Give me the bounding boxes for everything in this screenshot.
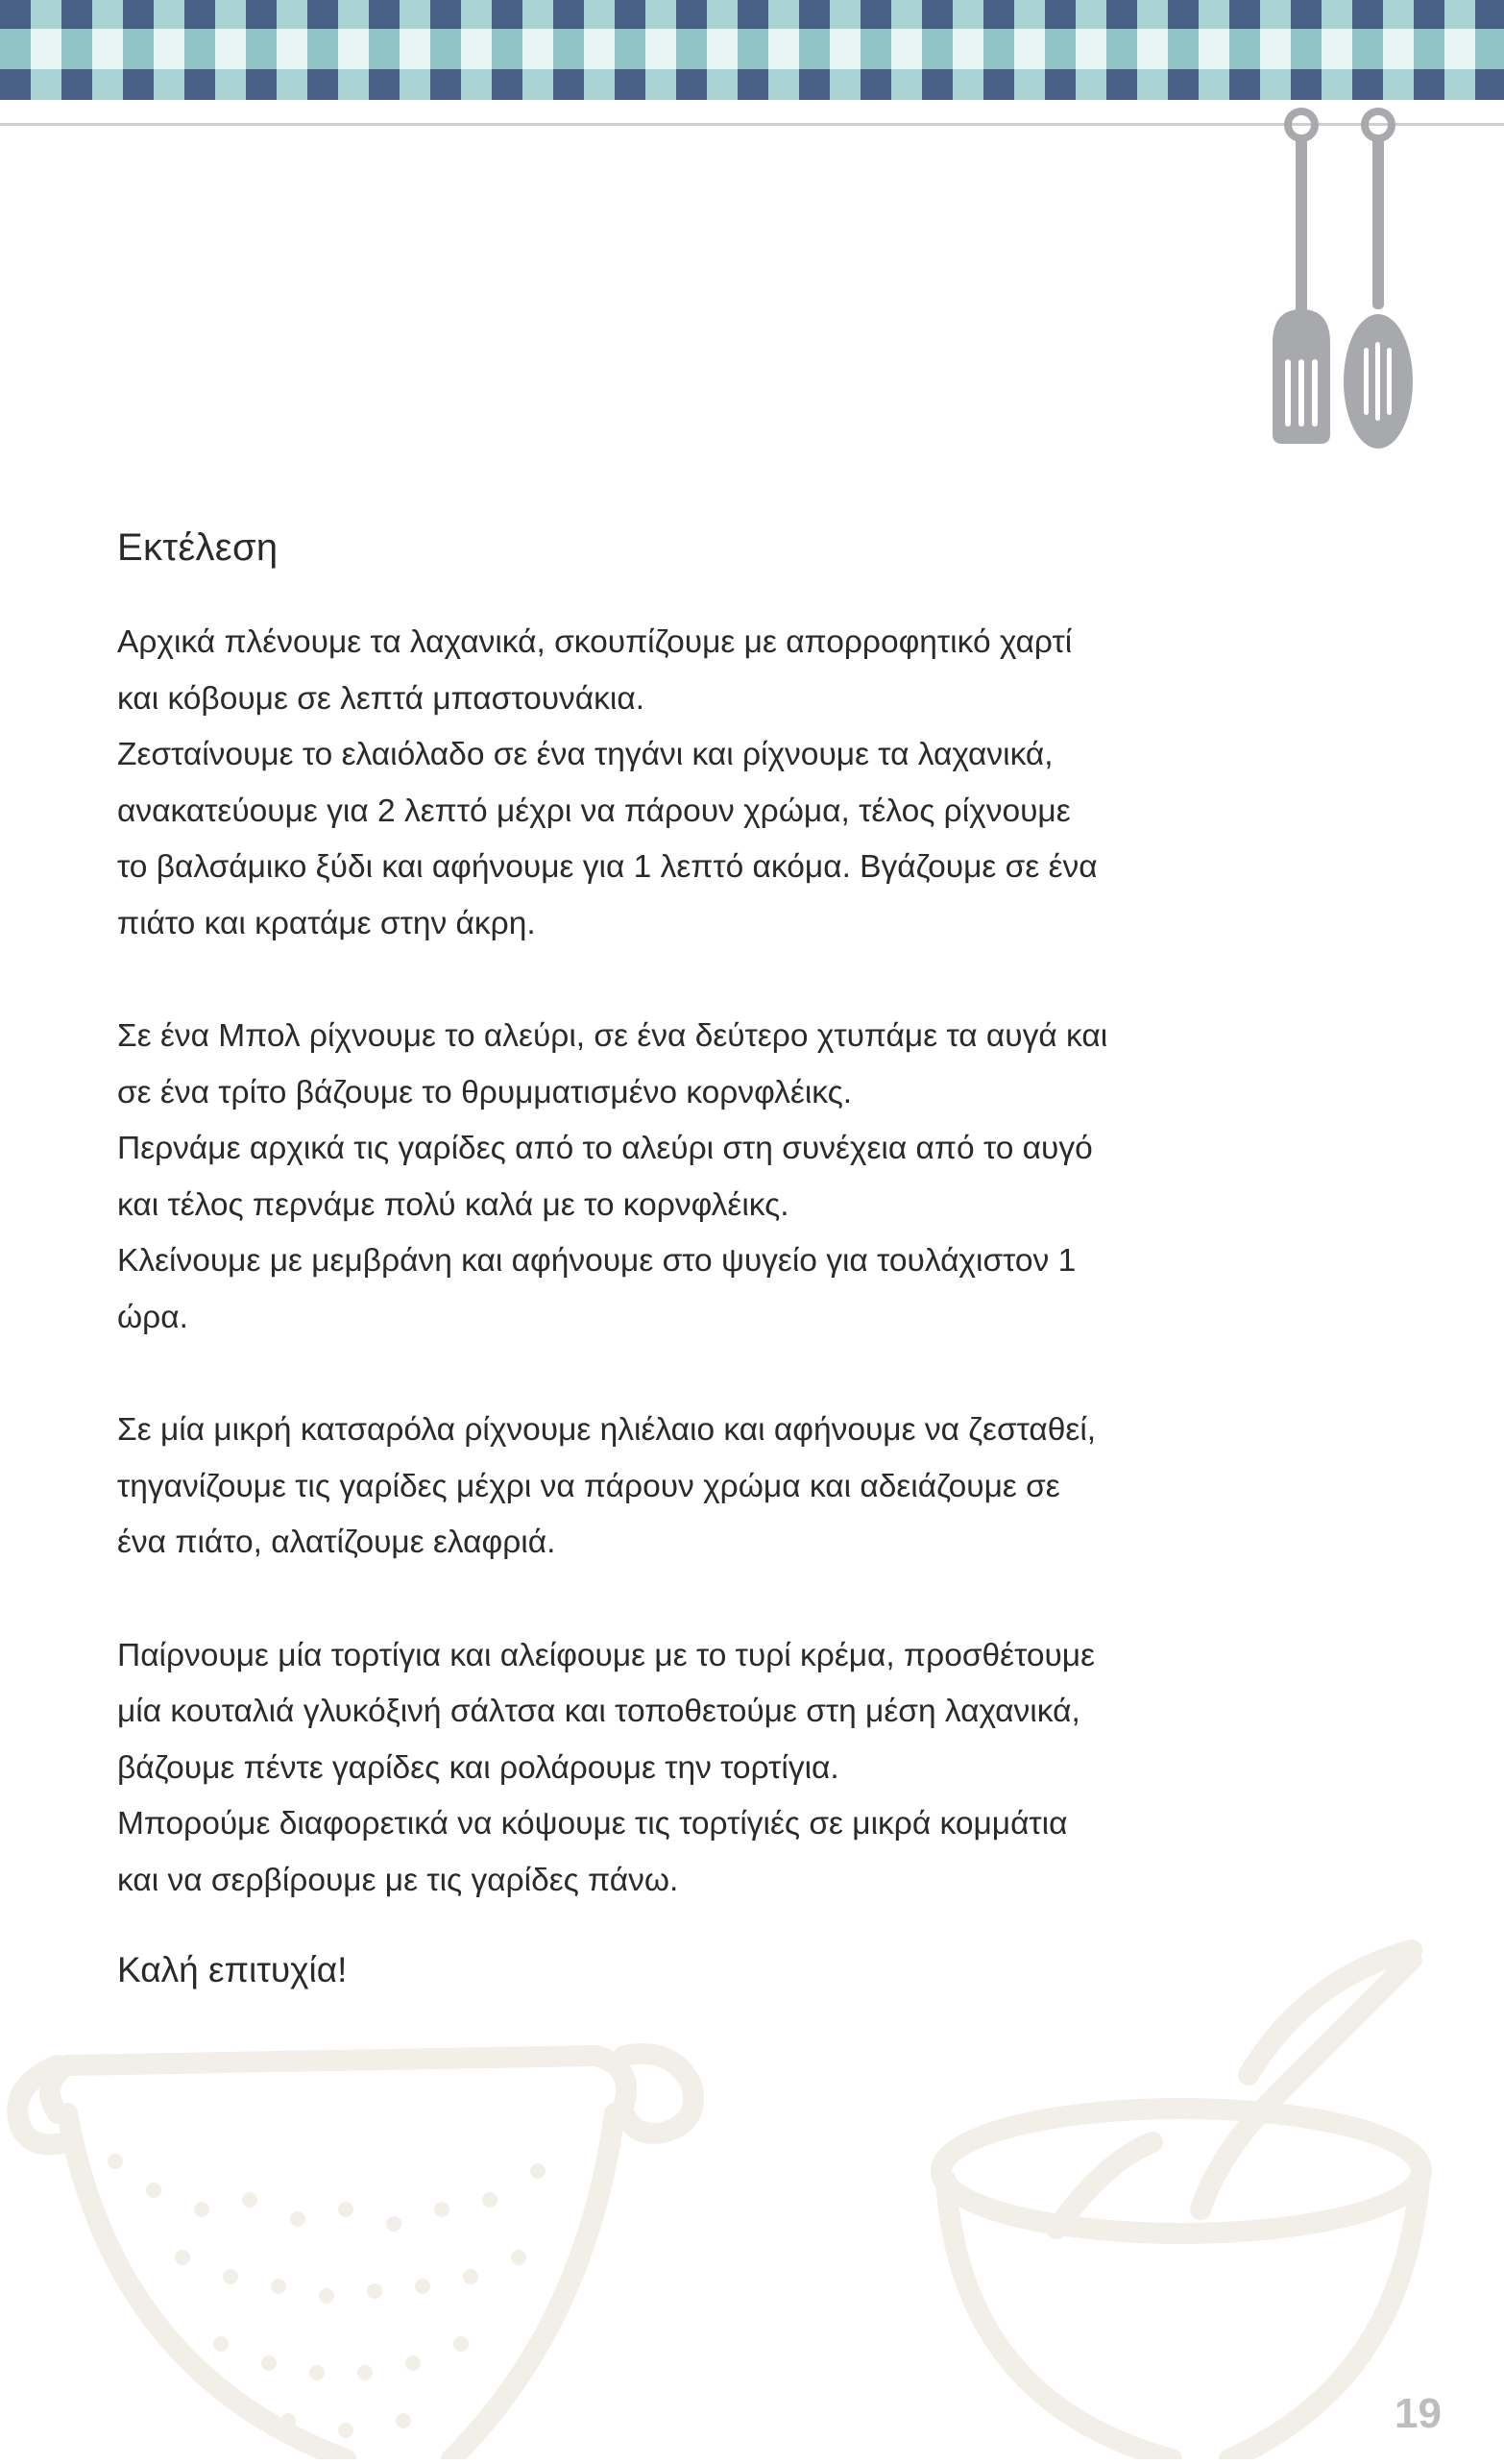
paragraph-assembly bbox=[117, 1628, 1270, 1910]
text-line: Σε ένα Μπολ ρίχνουμε το αλεύρι, σε ένα δεύτερο χτυπάμε τα αυγά και bbox=[117, 1018, 1108, 1054]
closing-text: Καλή επιτυχία! bbox=[117, 1950, 348, 1989]
text-line: Κλείνουμε με μεμβράνη και αφήνουμε στο ψυγείο για τουλάχιστον 1 bbox=[117, 1243, 1077, 1279]
gingham-header-band bbox=[0, 0, 1504, 100]
text-line: και να σερβίρουμε με τις γαρίδες πάνω. bbox=[117, 1862, 679, 1898]
mixing-bowl-whisk-icon bbox=[941, 1950, 1421, 2459]
page-number: 19 bbox=[1395, 2390, 1442, 2437]
paragraph-frying bbox=[117, 1403, 1270, 1572]
text-line: σε ένα τρίτο βάζουμε το θρυμματισμένο κορνφλέικς. bbox=[117, 1074, 853, 1110]
section-heading: Εκτέλεση bbox=[117, 526, 279, 569]
text-line: τηγανίζουμε τις γαρίδες μέχρι να πάρουν χρώμα και αδειάζουμε σε bbox=[117, 1468, 1060, 1504]
text-line: και κόβουμε σε λεπτά μπαστουνάκια. bbox=[117, 680, 645, 717]
paragraph-breading bbox=[117, 1009, 1270, 1346]
text-line: ώρα. bbox=[117, 1299, 188, 1335]
kitchenware-decoration bbox=[0, 1921, 1504, 2459]
text-line: Μπορούμε διαφορετικά να κόψουμε τις τορτίγιές σε μικρά κομμάτια bbox=[117, 1806, 1068, 1842]
text-line: ανακατεύουμε για 2 λεπτό μέχρι να πάρουν χρώμα, τέλος ρίχνουμε bbox=[117, 793, 1071, 829]
text-line: μία κουταλιά γλυκόξινή σάλτσα και τοποθετούμε στη μέση λαχανικά, bbox=[117, 1694, 1080, 1729]
paragraph-vegetables bbox=[117, 615, 1270, 952]
text-line: Σε μία μικρή κατσαρόλα ρίχνουμε ηλιέλαιο και αφήνουμε να ζεσταθεί, bbox=[117, 1412, 1097, 1448]
text-line: Αρχικά πλένουμε τα λαχανικά, σκουπίζουμε με απορροφητικό χαρτί bbox=[117, 624, 1073, 660]
text-line: Περνάμε αρχικά τις γαρίδες από το αλεύρι στη συνέχεια από το αυγό bbox=[117, 1131, 1093, 1166]
instructions-body bbox=[117, 615, 1270, 1965]
colander-holes bbox=[108, 2154, 546, 2438]
text-line: βάζουμε πέντε γαρίδες και ρολάρουμε την τορτίγια. bbox=[117, 1749, 839, 1786]
spatula-and-slotted-spoon-icon bbox=[1253, 108, 1426, 453]
text-line: πιάτο και κρατάμε στην άκρη. bbox=[117, 905, 536, 941]
gingham-pattern bbox=[0, 0, 1504, 100]
text-line: ένα πιάτο, αλατίζουμε ελαφριά. bbox=[117, 1525, 556, 1560]
text-line: Παίρνουμε μία τορτίγια και αλείφουμε με το τυρί κρέμα, προσθέτουμε bbox=[117, 1637, 1096, 1673]
text-line: και τέλος περνάμε πολύ καλά με το κορνφλέικς. bbox=[117, 1186, 789, 1223]
text-line: το βαλσάμικο ξύδι και αφήνουμε για 1 λεπτό ακόμα. Βγάζουμε σε ένα bbox=[117, 849, 1098, 885]
colander-icon bbox=[17, 2054, 693, 2459]
text-line: Ζεσταίνουμε το ελαιόλαδο σε ένα τηγάνι και ρίχνουμε τα λαχανικά, bbox=[117, 737, 1054, 772]
